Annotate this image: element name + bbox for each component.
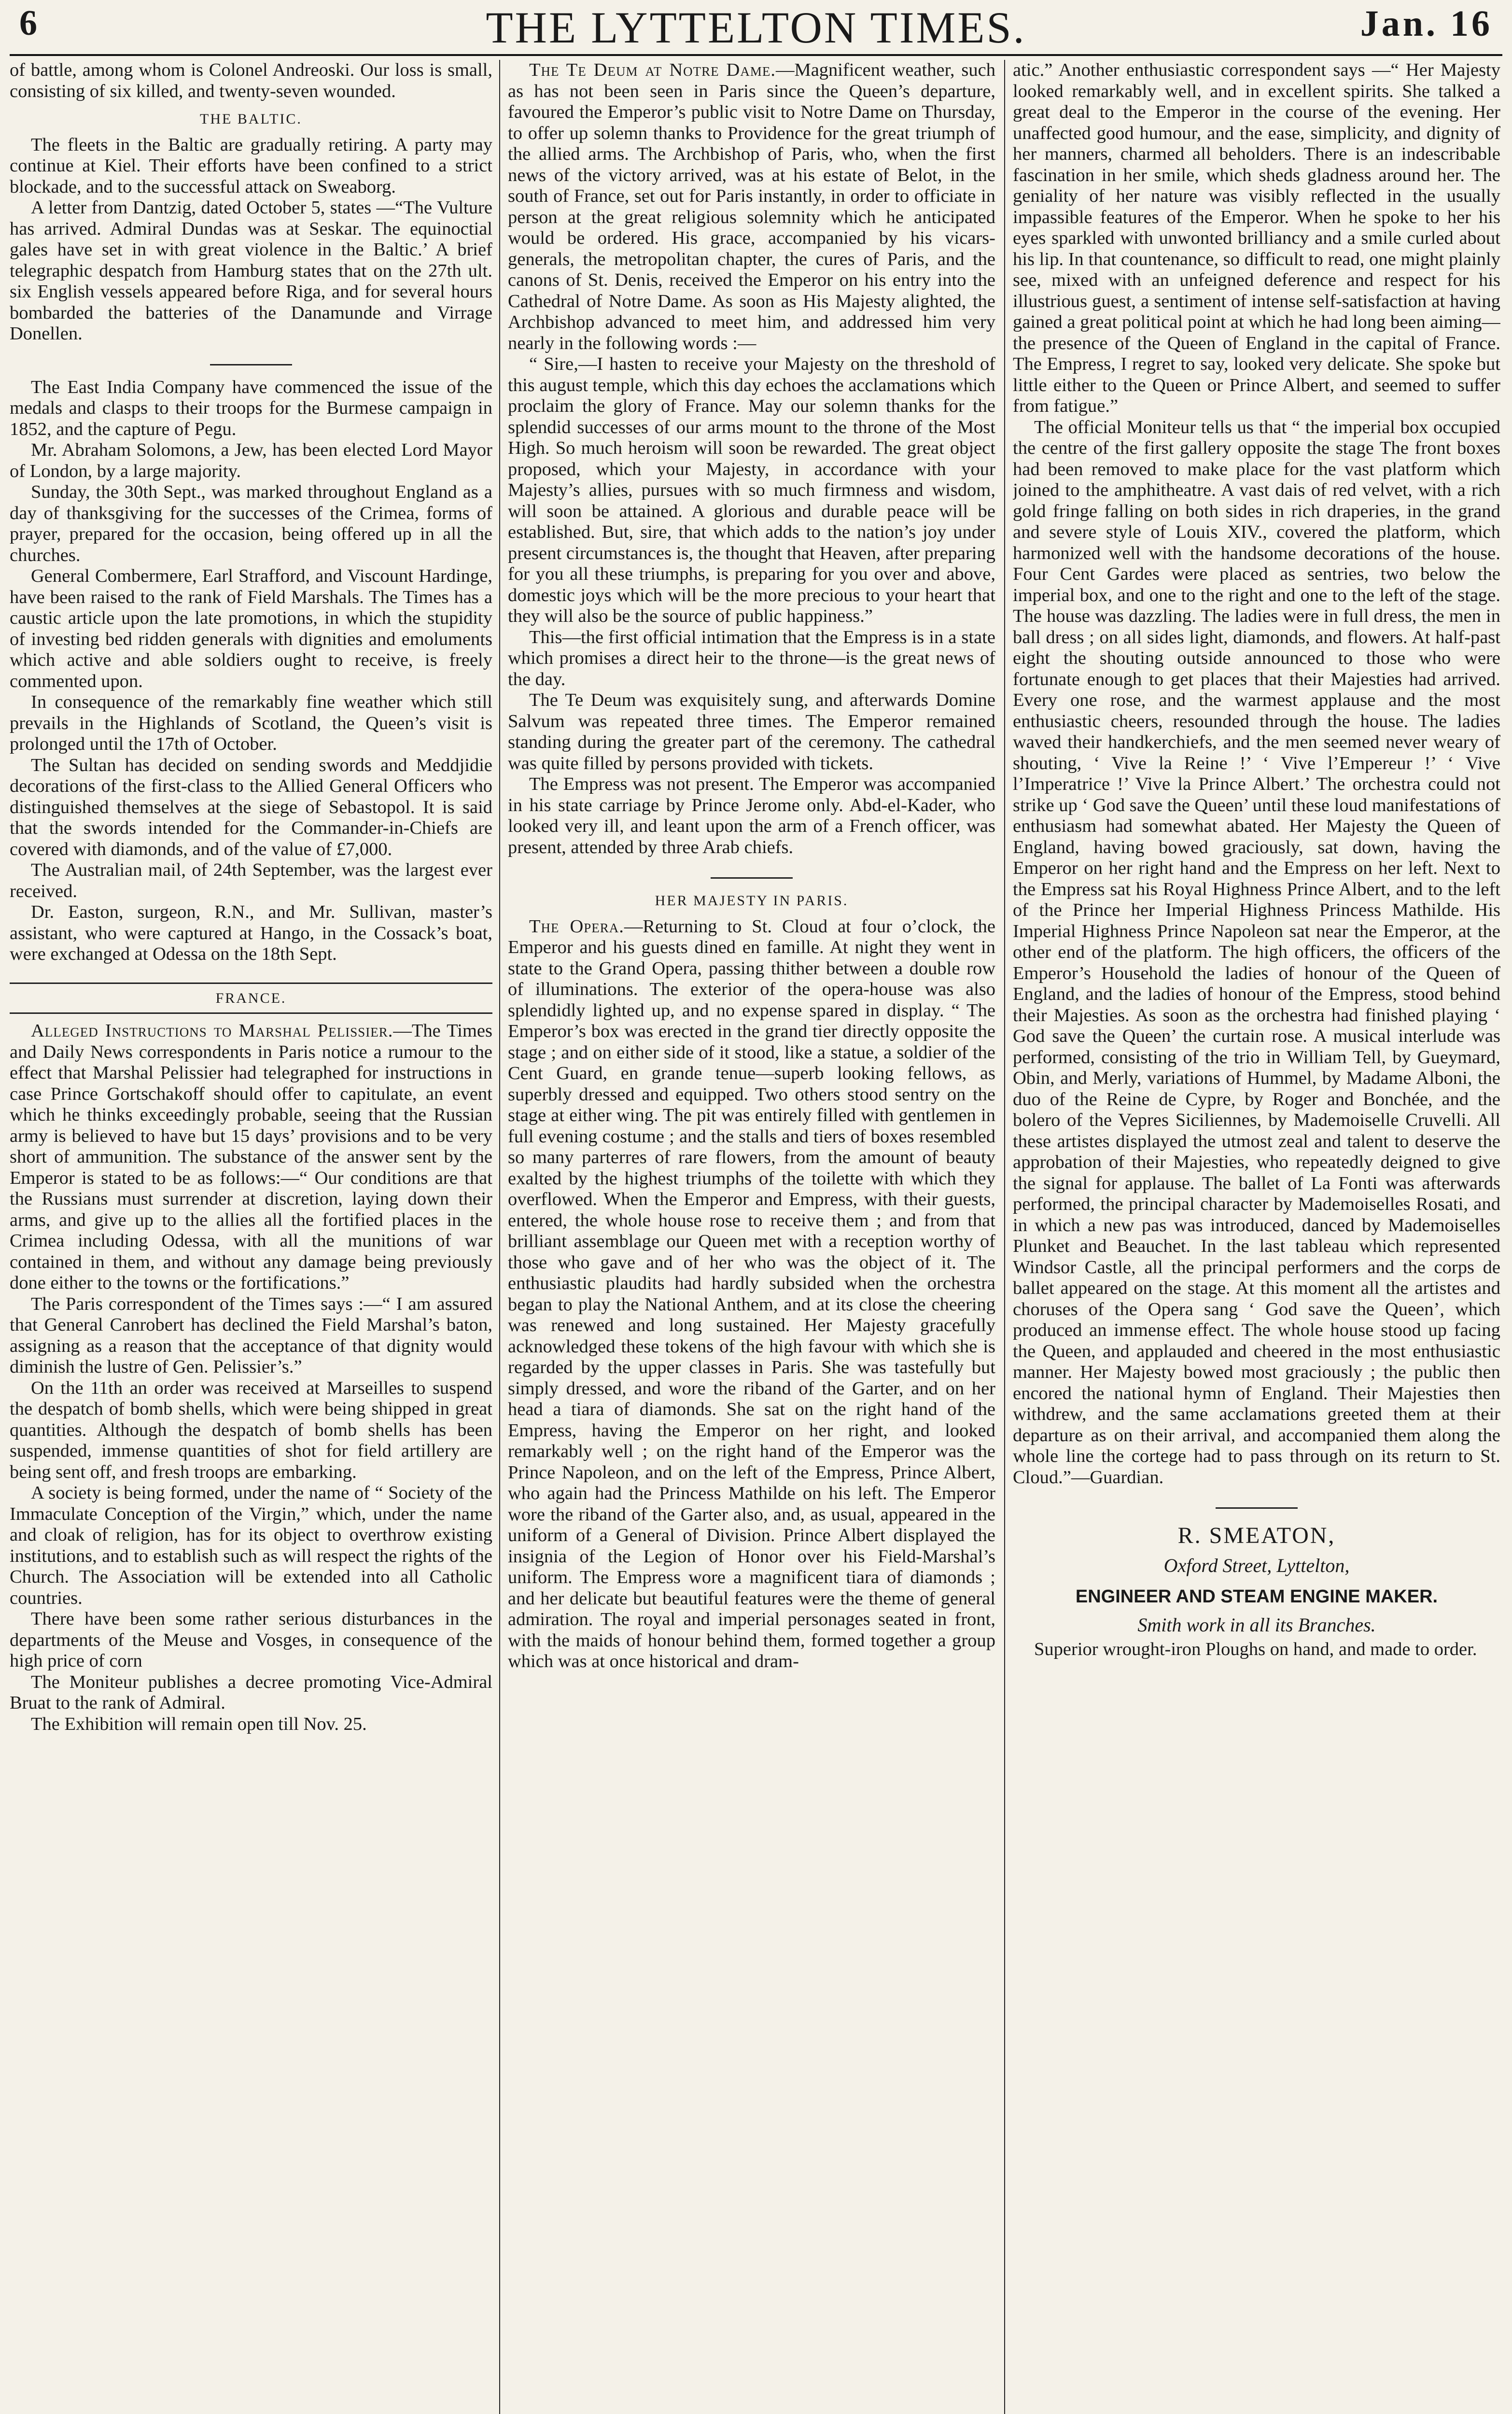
article-text: —Returning to St. Cloud at four o’clock, the Emperor and his guests dined en famille. At night they went in state to the Grand Opera, passing thither between a double row of illuminations. The exterior of the opera-house was also splendidly lighted up, and no expense spared in display. “ The Emperor’s box was erected in the grand tier directly opposite the stage ; and on either side of it stood, like a statue, a soldier of the Cent Guard, en grande tenue—superb looking fellows, as superbly dressed and equipped. Two others stood sentry on the stage at either wing. The pit was entirely filled with gentlemen in full evening costume ; and the stalls and tiers of boxes resembled so many parterres of rare flowers, from the amount of beauty exalted by the highest triumphs of the toilette with which they overflowed. When the Emperor and Empress, with their guests, entered, the whole house rose to receive them ; and from that brilliant assemblage our Queen met with a reception worthy of those who gave and of her who was the object of it. The enthusiastic plaudits had hardly subsided when the orchestra began to play the National Anthem, and at its close the cheering was renewed and long sustained. Her Majesty gracefully acknowledged these tokens of the high favour with which she is regarded by the upper classes in Paris. She was tastefully but simply dressed, and wore the riband of the Garter, and on her head a tiara of diamonds. She sat on the right hand of the Empress, having the Emperor on her right, and looked remarkably well ; on the right hand of the Emperor was the Prince Napoleon, and on the left of the Empress, Prince Albert, who again had the Princess Mathilde on his left. The Emperor wore the riband of the Garter also, and, as usual, appeared in the uniform of a General of Division. Prince Albert displayed the insignia of the Legion of Honor over his Field-Marshal’s uniform. The Empress wore a magnificent tiara of diamonds ; and her delicate but beautiful features were the theme of general admiration. The royal and imperial personages seated in front, with the maids of honour behind them, formed together a group which was at once historical and dram- [508, 916, 995, 1671]
page-number: 6 [19, 3, 37, 43]
paragraph [508, 60, 995, 354]
paragraph: The fleets in the Baltic are gradually retiring. A party may continue at Kiel. Their efforts have been confined to a strict blockade, and to the successful attack on Sweaborg. [10, 134, 492, 197]
issue-date: Jan. 16 [1360, 3, 1493, 44]
paragraph: On the 11th an order was received at Marseilles to suspend the despatch of bomb shells, which were being shipped in great quantities. Although the despatch of bomb shells has been suspended, immense quantities of shot for field artillery are being sent off, and fresh troops are embarking. [10, 1377, 492, 1482]
paragraph: Dr. Easton, surgeon, R.N., and Mr. Sullivan, master’s assistant, who were captured at Hango, in the Cossack’s boat, were exchanged at Odessa on the 18th Sept. [10, 902, 492, 964]
section-separator [1216, 1507, 1298, 1509]
section-heading-her-majesty: HER MAJESTY IN PARIS. [655, 893, 849, 909]
column-divider [499, 60, 500, 2414]
section-heading-france: FRANCE. [10, 982, 492, 1014]
column-3 [1013, 60, 1500, 2414]
paragraph: The Sultan has decided on sending swords and Meddjidie decorations of the first-class to the Allied General Officers who distinguished themselves at the siege of Sebastopol. It is said that the swords intended for the Commander-in-Chiefs are covered with diamonds, and of the value of £7,000. [10, 755, 492, 859]
paragraph: This—the first official intimation that the Empress is in a state which promises a direct heir to the throne—is the great news of the day. [508, 627, 995, 689]
section-separator [210, 364, 292, 365]
article-lead: Alleged Instructions to Marshal Pelissier. [31, 1021, 393, 1041]
advertisement [1013, 1525, 1500, 1660]
paragraph [508, 916, 995, 1672]
section-separator [711, 877, 793, 879]
paragraph: Sunday, the 30th Sept., was marked throughout England as a day of thanksgiving for the successes of the Crimea, forms of prayer, prepared for the occasion, being offered up in all the churches. [10, 482, 492, 565]
ad-subline: Smith work in all its Branches. [1137, 1614, 1376, 1636]
paragraph: The Exhibition will remain open till Nov. 25. [31, 1713, 367, 1734]
paragraph: There have been some rather serious disturbances in the departments of the Meuse and Vosges, in consequence of the high price of corn [10, 1609, 492, 1671]
ad-body: Superior wrought-iron Ploughs on hand, and made to order. [1034, 1639, 1477, 1659]
paragraph: “ Sire,—I hasten to receive your Majesty on the threshold of this august temple, which this day echoes the acclamations which proclaim the glory of France. May our solemn thanks for the splendid successes of our arms mount to the throne of the Most High. So much heroism will soon be rewarded. The great object proposed, which your Majesty, in accordance with your Majesty’s allies, pursues with so much firmness and wisdom, will soon be attained. A glorious and durable peace will be established. But, sire, that which adds to the nation’s joy under present circumstances is, the thought that Heaven, after preparing for you all these triumphs, is preparing for you over and above, domestic joys which will be the more precious to your heart that they will also be the source of public happiness.” [508, 354, 995, 626]
paragraph: In consequence of the remarkably fine weather which still prevails in the Highlands of Scotland, the Queen’s visit is prolonged until the 17th of October. [10, 692, 492, 754]
column-divider [1004, 60, 1005, 2414]
article-continuation: atic.” Another enthusiastic correspondent says —“ Her Majesty looked remarkably well, and in excellent spirits. She talked a great deal to the Emperor in the course of the evening. Her unaffected good humour, and the ease, simplicity, and dignity of her manners, charmed all beholders. There is an indescribable fascination in her smile, which sheds gladness around her. The geniality of her nature was visibly reflected in the usually impassible features of the Emperor. When he spoke to her his eyes sparkled with unwonted brilliancy and a smile curled about his lip. In that countenance, so difficult to read, one might plainly see, mixed with an unfeigned deference and respect for his illustrious guest, a sentiment of intense self-satisfaction at having gained a great political point at which he had long been aiming—the presence of the Queen of England in the capital of France. The Empress, I regret to say, looked very delicate. She spoke but little either to the Queen or Prince Albert, and seemed to suffer from fatigue.” [1013, 60, 1500, 416]
article-lead: The Te Deum at Notre Dame. [529, 60, 776, 80]
paragraph [10, 1021, 492, 1294]
paragraph: The Australian mail, of 24th September, was the largest ever received. [10, 860, 492, 901]
paragraph: The Te Deum was exquisitely sung, and afterwards Domine Salvum was repeated three times. The Emperor remained standing during the greater part of the ceremony. The cathedral was quite filled by persons provided with tickets. [508, 690, 995, 773]
article-text: —Magnificent weather, such as has not been seen in Paris since the Queen’s departure, favoured the Emperor’s public visit to Notre Dame on Thursday, to offer up solemn thanks to Providence for the great triumph of the allied arms. The Archbishop of Paris, who, when the first news of the victory arrived, was at his estate of Belot, in the south of France, set out for Paris instantly, in order to officiate in person at the great religious solemnity which he anticipated would be ordered. His grace, accompanied by his vicars-generals, the metropolitan chapter, the cures of Paris, and the canons of St. Denis, received the Emperor on his entry into the Cathedral of Notre Dame. As soon as His Majesty alighted, the Archbishop advanced to meet him, and addressed him very nearly in the following words :— [508, 60, 995, 353]
paragraph: Mr. Abraham Solomons, a Jew, has been elected Lord Mayor of London, by a large majority. [10, 440, 492, 481]
column-1 [10, 60, 492, 2414]
paragraph: The Empress was not present. The Emperor was accompanied in his state carriage by Prince Jerome only. Abd-el-Kader, who looked very ill, and leant upon the arm of a French officer, was present, attended by three Arab chiefs. [508, 774, 995, 857]
paragraph: The Moniteur publishes a decree promoting Vice-Admiral Bruat to the rank of Admiral. [10, 1671, 492, 1713]
paragraph: A letter from Dantzig, dated October 5, states —“The Vulture has arrived. Admiral Dundas was at Seskar. The equinoctial gales have set in with great violence in the Baltic.’ A brief telegraphic despatch from Hamburg states that on the 27th ult. six English vessels appeared before Riga, and for several hours bombarded the batteries of the Danamunde and Virrage Donellen. [10, 197, 492, 344]
ad-name: R. SMEATON, [1177, 1523, 1336, 1548]
column-2 [508, 60, 995, 2414]
ad-address: Oxford Street, Lyttelton, [1163, 1554, 1350, 1576]
newspaper-title: THE LYTTELTON TIMES. [486, 3, 1026, 52]
paragraph: The East India Company have commenced the issue of the medals and clasps to their troops for the Burmese campaign in 1852, and the capture of Pegu. [10, 377, 492, 439]
article-text: —The Times and Daily News correspondents in Paris notice a rumour to the effect that Marshal Pelissier had telegraphed for instructions in case Prince Gortschakoff should offer to capitulate, an event which he thinks exceedingly probable, seeing that the Russian army is believed to have but 15 days’ provisions and to be very short of ammunition. The substance of the answer sent by the Emperor is stated to be as follows:—“ Our conditions are that the Russians must surrender at discretion, laying down their arms, and give up to the allies all the fortified places in the Crimea including Odessa, with all the munitions of war contained in them, and without any damage being previously done either to the towns or the fortifications.” [10, 1021, 492, 1293]
paragraph: The official Moniteur tells us that “ the imperial box occupied the centre of the first gallery opposite the stage The front boxes had been removed to make place for the vast platform which joined to the amphitheatre. A vast dais of red velvet, with a rich gold fringe falling on both sides in rich draperies, in the grand and severe style of Louis XIV., covered the platform, which harmonized well with the handsome decorations of the house. Four Cent Gardes were placed as sentries, two below the imperial box, and one to the right and one to the left of the stage. The house was dazzling. The ladies were in full dress, the men in ball dress ; on all sides light, diamonds, and flowers. At half-past eight the shouting outside announced to those who were fortunate enough to get places that their Majesties had arrived. Every one rose, and the warmest applause and the most enthusiastic cheers, resounded through the house. The ladies waved their handkerchiefs, and the men seemed never weary of shouting, ‘ Vive la Reine !’ ‘ Vive l’Empereur !’ ‘ Vive l’Imperatrice !’ Vive la Prince Albert.’ The orchestra could not strike up ‘ God save the Queen’ until these loud manifestations of enthusiasm had somewhat abated. Her Majesty the Queen of England, having bowed graciously, sat down, having the Emperor on her right hand and the Empress on her left. Next to the Empress sat his Royal Highness Prince Albert, and to the left of the Prince her Imperial Highness Princess Mathilde. His Imperial Highness Prince Napoleon sat near the Emperor, at the other end of the platform. The high officers, the officers of the Emperor’s Household the ladies of honour of the Queen of England, and the ladies of honour of the Empress, stood behind their Majesties. As soon as the orchestra had finished playing ‘ God save the Queen’ the curtain rose. A musical interlude was performed, consisting of the trio in William Tell, by Gueymard, Obin, and Merly, variations of Hummel, by Madame Alboni, the duo of the Reine de Cypre, by Roger and Bonchée, and the bolero of the Vepres Siciliennes, by Mademoiselle Cruvelli. All these artistes displayed the utmost zeal and talent to deserve the approbation of their Majesties, who repeatedly deigned to give the signal for applause. The ballet of La Fonti was afterwards performed, the principal character by Mademoiselles Rosati, and in which a new pas was introduced, danced by Mademoiselles Plunket and Beauchet. In the last tableau which represented Windsor Castle, all the principal performers and the corps de ballet appeared on the stage. At this moment all the artistes and choruses of the Opera sang ‘ God save the Queen’, which produced an immense effect. The whole house stood up facing the Queen, and applauded and cheered in the most enthusiastic manner. Her Majesty bowed most graciously ; the public then encored the national hymn of England. Their Majesties then withdrew, and the same acclamations greeted them at their departure as on their arrival, and accompanied them along the whole line the cortege had to pass through on its return to St. Cloud.”—Guardian. [1013, 417, 1500, 1488]
article-continuation: of battle, among whom is Colonel Andreoski. Our loss is small, consisting of six killed, and twenty-seven wounded. [10, 60, 492, 101]
paragraph: The Paris correspondent of the Times says :—“ I am assured that General Canrobert has declined the Field Marshal’s baton, assigning as a reason that the acceptance of that dignity would diminish the lustre of Gen. Pelissier’s.” [10, 1293, 492, 1377]
article-lead: The Opera. [529, 916, 624, 937]
paragraph: A society is being formed, under the name of “ Society of the Immaculate Conception of the Virgin,” which, under the name and cloak of religion, has for its object to overthrow existing institutions, and to establish such as will respect the rights of the Church. The Association will be extended into all Catholic countries. [10, 1483, 492, 1608]
masthead [10, 0, 1502, 57]
paragraph: General Combermere, Earl Strafford, and Viscount Hardinge, have been raised to the rank of Field Marshals. The Times has a caustic article upon the late promotions, in which the stupidity of investing bed ridden generals with dignities and emoluments which active and able soldiers ought to receive, is freely commented upon. [10, 566, 492, 691]
section-heading-baltic: THE BALTIC. [200, 111, 302, 127]
masthead-rule [10, 54, 1502, 56]
ad-trade: ENGINEER AND STEAM ENGINE MAKER. [1075, 1586, 1438, 1607]
